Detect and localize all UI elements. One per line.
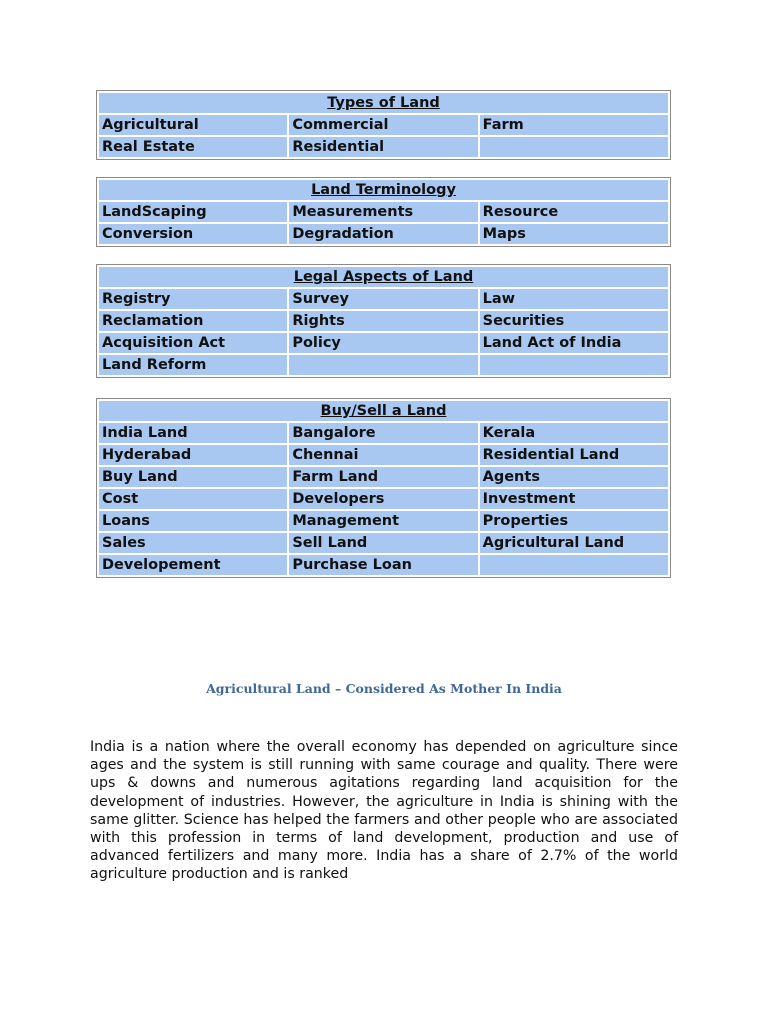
- link-cell[interactable]: Residential: [289, 137, 477, 157]
- table-row: [99, 289, 668, 309]
- types-of-land-table: [96, 90, 671, 160]
- link-cell[interactable]: Real Estate: [99, 137, 287, 157]
- link-cell[interactable]: Agricultural: [99, 115, 287, 135]
- empty-cell: [289, 355, 477, 375]
- link-cell[interactable]: Residential Land: [480, 445, 668, 465]
- link-cell[interactable]: Reclamation: [99, 311, 287, 331]
- link-cell[interactable]: Securities: [480, 311, 668, 331]
- link-cell[interactable]: Properties: [480, 511, 668, 531]
- link-cell[interactable]: Cost: [99, 489, 287, 509]
- link-cell[interactable]: Conversion: [99, 224, 287, 244]
- table-row: [99, 355, 668, 375]
- link-cell[interactable]: Buy Land: [99, 467, 287, 487]
- article-title: Agricultural Land – Considered As Mother In India: [206, 681, 562, 696]
- table-row: [99, 489, 668, 509]
- link-cell[interactable]: Acquisition Act: [99, 333, 287, 353]
- link-cell[interactable]: Developers: [289, 489, 477, 509]
- empty-cell: [480, 137, 668, 157]
- table-header-buy-sell[interactable]: Buy/Sell a Land: [99, 401, 668, 421]
- empty-cell: [480, 355, 668, 375]
- link-cell[interactable]: Purchase Loan: [289, 555, 477, 575]
- link-cell[interactable]: Chennai: [289, 445, 477, 465]
- table-row: [99, 115, 668, 135]
- legal-aspects-table: [96, 264, 671, 378]
- table-header-land-terminology[interactable]: Land Terminology: [99, 180, 668, 200]
- link-cell[interactable]: Rights: [289, 311, 477, 331]
- link-cell[interactable]: Agents: [480, 467, 668, 487]
- link-cell[interactable]: Registry: [99, 289, 287, 309]
- table-row: [99, 511, 668, 531]
- link-cell[interactable]: Law: [480, 289, 668, 309]
- article-body: India is a nation where the overall economy has depended on agriculture since ages and the system is still running with same courage and quality. There were ups & downs and numerous agitations regarding land acquisition for the development of industries. However, the agriculture in India is shining with the same glitter. Science has helped the farmers and other people who are associated with this profession in terms of land development, production and use of advanced fertilizers and many more. India has a share of 2.7% of the world agriculture production and is ranked: [90, 739, 678, 883]
- table-header-types-of-land[interactable]: Types of Land: [99, 93, 668, 113]
- link-cell[interactable]: Land Reform: [99, 355, 287, 375]
- link-cell[interactable]: Agricultural Land: [480, 533, 668, 553]
- link-cell[interactable]: India Land: [99, 423, 287, 443]
- link-cell[interactable]: Degradation: [289, 224, 477, 244]
- table-header-legal-aspects[interactable]: Legal Aspects of Land: [99, 267, 668, 287]
- empty-cell: [480, 555, 668, 575]
- link-cell[interactable]: Land Act of India: [480, 333, 668, 353]
- link-cell[interactable]: Farm: [480, 115, 668, 135]
- table-row: [99, 311, 668, 331]
- table-row: [99, 555, 668, 575]
- link-cell[interactable]: Investment: [480, 489, 668, 509]
- link-cell[interactable]: Loans: [99, 511, 287, 531]
- link-cell[interactable]: Bangalore: [289, 423, 477, 443]
- link-cell[interactable]: Developement: [99, 555, 287, 575]
- table-row: [99, 423, 668, 443]
- land-terminology-table: [96, 177, 671, 247]
- link-cell[interactable]: Resource: [480, 202, 668, 222]
- link-cell[interactable]: Management: [289, 511, 477, 531]
- link-cell[interactable]: Commercial: [289, 115, 477, 135]
- link-cell[interactable]: Sell Land: [289, 533, 477, 553]
- link-cell[interactable]: Policy: [289, 333, 477, 353]
- table-row: [99, 202, 668, 222]
- table-row: [99, 333, 668, 353]
- table-row: [99, 467, 668, 487]
- table-row: [99, 224, 668, 244]
- link-cell[interactable]: Farm Land: [289, 467, 477, 487]
- table-row: [99, 137, 668, 157]
- link-cell[interactable]: Sales: [99, 533, 287, 553]
- buy-sell-land-table: [96, 398, 671, 578]
- link-cell[interactable]: Measurements: [289, 202, 477, 222]
- link-cell[interactable]: LandScaping: [99, 202, 287, 222]
- link-cell[interactable]: Hyderabad: [99, 445, 287, 465]
- link-cell[interactable]: Kerala: [480, 423, 668, 443]
- link-cell[interactable]: Maps: [480, 224, 668, 244]
- table-row: [99, 445, 668, 465]
- table-row: [99, 533, 668, 553]
- link-cell[interactable]: Survey: [289, 289, 477, 309]
